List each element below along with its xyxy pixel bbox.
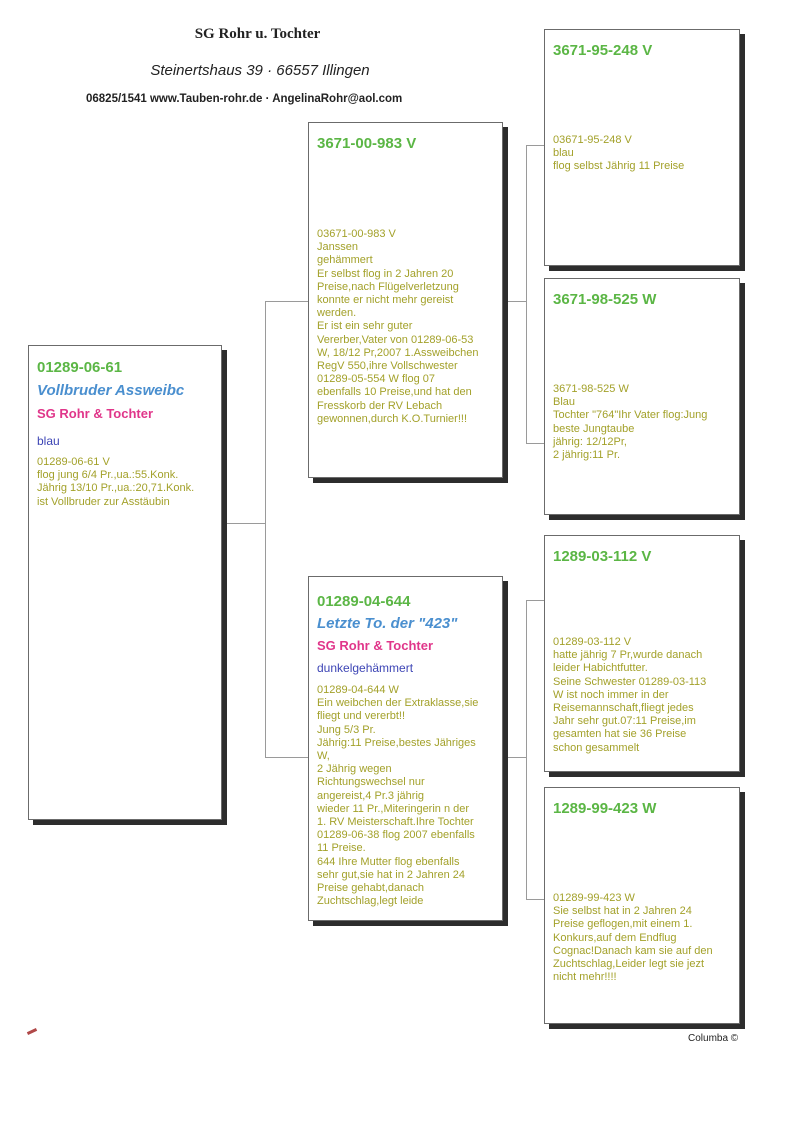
- bird-color: dunkelgehämmert: [317, 661, 414, 675]
- bird-name: Letzte To. der "423": [317, 615, 458, 632]
- mother-mother-card: [544, 787, 740, 1024]
- ring-number: 1289-03-112 V: [553, 548, 652, 565]
- paper-speck: [27, 1028, 37, 1035]
- bird-breeder: SG Rohr & Tochter: [317, 638, 434, 653]
- bird-description: 03671-00-983 V Janssen gehämmert Er selbst flog in 2 Jahren 20 Preise,nach Flügelverletzung konnte er nicht mehr gereist werden. Er ist ein sehr guter Vererber,Vater von 01289-06-53 W, 18/12 Pr,2007 1.Assweibchen RegV 550,ihre Vollschwester 01289-05-554 W flog 07 ebenfalls 10 Preise,und hat den Fresskorb der RV Lebach gewonnen,durch K.O.Turnier!!!: [317, 228, 479, 425]
- ring-number: 3671-98-525 W: [553, 291, 657, 308]
- ring-number: 3671-95-248 V: [553, 42, 653, 59]
- bird-description: 01289-04-644 W Ein weibchen der Extraklasse,sie fliegt und vererbt!! Jung 5/3 Pr. Jährig:11 Preise,bestes Jähriges W, 2 Jährig wegen Richtungswechsel nur angereist,4 Pr.3 jährig wieder 11 Pr.,Miteringerin n der 1. RV Meisterschaft.Ihre Tochter 01289-06-38 flog 2007 ebenfalls 11 Preise. 644 Ihre Mutter flog ebenfalls sehr gut,sie hat in 2 Jahren 24 Preise gehabt,danach Zuchtschlag,legt leide: [317, 684, 479, 908]
- ring-number: 3671-00-983 V: [317, 135, 417, 152]
- bird-description: 3671-98-525 W Blau Tochter "764"Ihr Vater flog:Jung beste Jungtaube jährig: 12/12Pr, 2 jährig:11 Pr.: [553, 383, 708, 462]
- bird-name: Vollbruder Assweibc: [37, 382, 185, 399]
- mother-card: [308, 576, 503, 921]
- bird-description: 01289-03-112 V hatte jährig 7 Pr,wurde danach leider Habichtfutter. Seine Schwester 01289-03-113 W ist noch immer in der Reisemannschaft,fliegt jedes Jahr sehr gut.07:11 Preise,im gesamten hat sie 36 Preise schon gesammelt: [553, 636, 707, 754]
- breeder-contact: 06825/1541 www.Tauben-rohr.de · AngelinaRohr@aol.com: [86, 93, 403, 105]
- father-mother-card: [544, 278, 740, 515]
- father-father-card: [544, 29, 740, 266]
- breeder-address: Steinertshaus 39 · 66557 Illingen: [150, 62, 370, 79]
- ring-number: 01289-06-61: [37, 359, 123, 376]
- bird-description: 03671-95-248 V blau flog selbst Jährig 11 Preise: [553, 134, 685, 173]
- main-bird-card: [28, 345, 222, 820]
- mother-father-card: [544, 535, 740, 772]
- bird-color: blau: [37, 434, 60, 448]
- bird-description: 01289-99-423 W Sie selbst hat in 2 Jahren 24 Preise geflogen,mit einem 1. Konkurs,auf dem Endflug Cognac!Danach kam sie auf den Zuchtschlag,Leider legt sie jezt nicht mehr!!!!: [553, 892, 713, 984]
- bird-description: 01289-06-61 V flog jung 6/4 Pr.,ua.:55.Konk. Jährig 13/10 Pr.,ua.:20,71.Konk. ist Vollbruder zur Asstäubin: [37, 456, 195, 508]
- father-card: [308, 122, 503, 478]
- breeder-title: SG Rohr u. Tochter: [194, 26, 321, 42]
- footer-credit: Columba ©: [688, 1033, 739, 1044]
- bird-breeder: SG Rohr & Tochter: [37, 406, 154, 421]
- ring-number: 1289-99-423 W: [553, 800, 657, 817]
- ring-number: 01289-04-644: [317, 593, 411, 610]
